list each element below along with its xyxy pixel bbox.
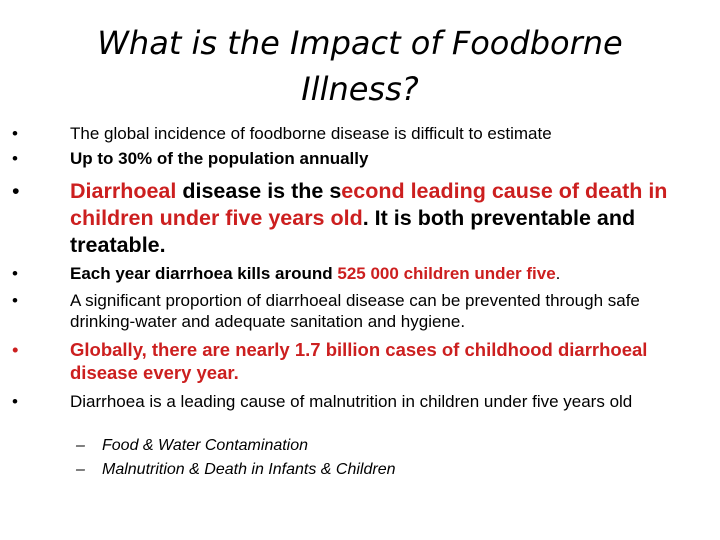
bullet-item (12, 391, 680, 412)
sub-bullet-text: Food & Water Contamination (102, 437, 309, 454)
bullet-text: A significant proportion of diarrhoeal disease can be prevented through safe drinking-water and adequate sanitation and hygiene. (70, 291, 640, 331)
bullet-item (12, 290, 680, 332)
bullet-text: . (555, 264, 561, 283)
sub-bullet-marker: – (76, 461, 85, 478)
bullet-marker: • (12, 264, 18, 283)
sub-bullet-item (76, 460, 662, 480)
bullet-text: . It is both preventable and treatable. (70, 206, 636, 257)
bullet-highlight: econd leading cause of death in children under five years old (70, 179, 668, 230)
bullet-marker: • (12, 124, 18, 143)
bullet-text: Diarrhoea is a leading cause of malnutrition in children under five years old (70, 392, 633, 411)
bullet-item (12, 263, 680, 284)
bullet-text: Each year diarrhoea kills around (70, 264, 338, 283)
bullet-item (12, 178, 680, 259)
bullet-marker: • (12, 392, 18, 411)
bullet-marker: • (12, 339, 19, 360)
bullet-text: Up to 30% of the population annually (70, 149, 369, 168)
bullet-text: The global incidence of foodborne disease is difficult to estimate (70, 124, 552, 143)
bullet-marker: • (12, 149, 18, 168)
sub-bullet-marker: – (76, 437, 85, 454)
bullet-text: disease is the s (176, 179, 342, 203)
bullet-highlight: 525 000 children under five (337, 264, 556, 283)
sub-bullet-item (76, 436, 662, 456)
bullet-item (12, 338, 680, 384)
bullet-text: Globally, there are nearly 1.7 billion cases of childhood diarrhoeal disease every year. (70, 339, 648, 383)
bullet-item (12, 148, 680, 169)
bullet-highlight: Diarrhoeal (70, 179, 177, 203)
bullet-item (12, 123, 680, 144)
slide-title: What is the Impact of Foodborne Illness? (97, 24, 623, 108)
sub-bullet-text: Malnutrition & Death in Infants & Children (102, 461, 396, 478)
bullet-marker: • (12, 291, 18, 310)
bullet-marker: • (12, 179, 20, 203)
